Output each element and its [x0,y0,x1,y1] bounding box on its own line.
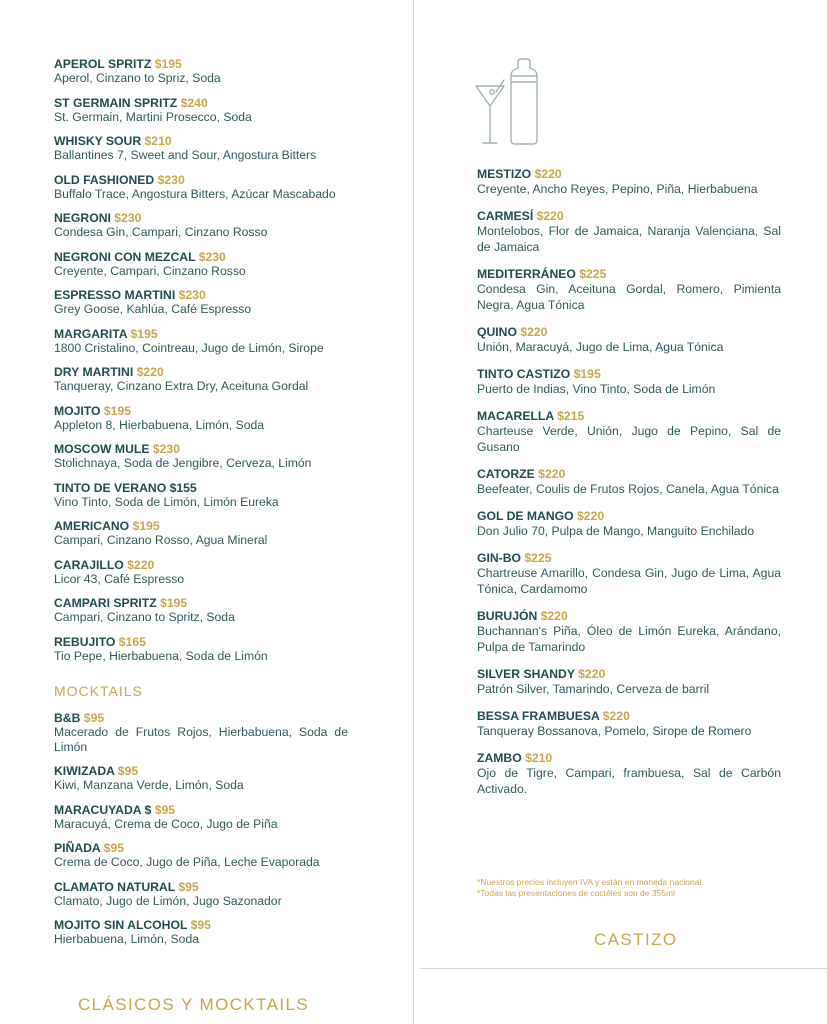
menu-item-price: $220 [520,325,548,339]
menu-item-name: GIN-BO [477,551,522,565]
menu-item [477,367,781,397]
menu-item-name: DRY MARTINI [54,365,134,379]
menu-item [54,327,348,356]
menu-item-name: PIÑADA [54,841,101,855]
menu-item [54,880,348,909]
menu-item-price: $230 [152,442,180,456]
menu-item-title [54,519,348,533]
menu-item-title [54,327,348,341]
menu-item-ingredients: Vino Tinto, Soda de Limón, Limón Eureka [54,494,279,509]
menu-item-price: $230 [114,211,142,225]
menu-item [477,509,781,539]
menu-item-ingredients: Unión, Maracuyá, Jugo de Lima, Agua Tónica [477,340,724,354]
menu-item-title [54,134,348,148]
menu-item [54,558,348,587]
mocktails-heading: MOCKTAILS [54,683,143,699]
menu-item-title [477,325,781,339]
menu-item-price: $95 [83,711,105,725]
menu-item [54,519,348,548]
note-volume: *Todas las presentaciones de coctéles son de 355ml [477,888,675,898]
menu-item-name: SILVER SHANDY [477,667,575,681]
menu-item-price: $220 [538,467,566,481]
menu-item-name: NEGRONI CON MEZCAL [54,249,196,264]
menu-item-ingredients: Stolichnaya, Soda de Jengibre, Cerveza, Limón [54,456,312,470]
menu-item-ingredients: Campari, Cinzano to Spritz, Soda [54,610,235,624]
menu-item-ingredients: Licor 43, Café Espresso [54,571,185,586]
menu-item [54,803,348,832]
menu-item-title [54,481,348,495]
menu-item-price: $95 [154,802,176,817]
menu-item [477,209,781,255]
menu-item-name: ESPRESSO MARTINI [54,288,176,302]
menu-item-ingredients: Buffalo Trace, Angostura Bitters, Azúcar Mascabado [54,186,336,201]
menu-item [477,667,781,697]
menu-item-ingredients: Don Julio 70, Pulpa de Mango, Manguito Enchilado [477,524,755,538]
menu-item-name: WHISKY SOUR [54,134,142,148]
menu-item-ingredients: Ballantines 7, Sweet and Sour, Angostura Bitters [54,148,317,162]
menu-item-title [54,558,348,572]
menu-item-ingredients: Ojo de Tigre, Campari, frambuesa, Sal de Carbón Activado. [477,766,781,796]
menu-item [54,711,348,754]
menu-item-name: TINTO CASTIZO [477,367,571,381]
menu-item-price: $195 [130,326,158,341]
page-divider-horizontal [420,968,827,969]
menu-item-name: MOJITO [54,403,101,418]
menu-item-price: $230 [198,249,226,264]
menu-item-name: QUINO [477,325,517,339]
menu-item-ingredients: St. Germain, Martini Prosecco, Soda [54,109,252,124]
menu-item-title [477,551,781,565]
menu-item-name: MARACUYADA $ [54,802,152,817]
menu-item-price: $225 [524,551,552,565]
menu-item-ingredients: Crema de Coco, Jugo de Piña, Leche Evaporada [54,855,320,869]
menu-item-ingredients: Maracuyá, Crema de Coco, Jugo de Piña [54,816,278,831]
menu-item-ingredients: Hierbabuena, Limón, Soda [54,932,199,946]
menu-item-price: $195 [160,596,188,610]
menu-item [54,442,348,471]
menu-item-title [54,841,348,855]
menu-item-ingredients: Patrón Silver, Tamarindo, Cerveza de barril [477,682,710,696]
menu-item-price: $220 [536,209,564,223]
menu-item [477,709,781,739]
menu-item [54,918,348,947]
menu-item-name: MESTIZO [477,167,532,181]
menu-item-title [477,167,781,181]
menu-item-price: $220 [578,667,606,681]
menu-item [477,609,781,655]
menu-item-title [54,711,348,725]
menu-item-price: $195 [132,519,160,533]
menu-item-name: TINTO DE VERANO $155 [54,480,197,495]
menu-item-name: REBUJITO [54,634,116,649]
menu-item-price: $95 [178,879,199,894]
menu-item [477,751,781,797]
menu-item-name: CARAJILLO [54,557,124,572]
menu-item [477,551,781,597]
left-column [54,57,348,957]
menu-item-price: $220 [577,509,605,523]
menu-item-price: $230 [157,172,185,187]
menu-item-title [54,173,348,187]
menu-item-title [54,288,348,302]
menu-item-name: CATORZE [477,467,535,481]
menu-item-ingredients: Tanqueray Bossanova, Pomelo, Sirope de Romero [477,724,752,738]
menu-item [477,467,781,497]
menu-item-price: $230 [178,288,206,302]
menu-item-ingredients: Grey Goose, Kahlúa, Café Espresso [54,302,252,316]
menu-item-name: CLAMATO NATURAL [54,879,175,894]
menu-item [477,409,781,455]
menu-item-ingredients: 1800 Cristalino, Cointreau, Jugo de Limón, Sirope [54,340,324,355]
page-divider-vertical [413,0,414,1024]
menu-item-name: ZAMBO [477,751,522,765]
menu-item [54,841,348,870]
menu-item-ingredients: Charteuse Verde, Unión, Jugo de Pepino, Sal de Gusano [477,424,781,454]
price-notes [477,877,777,899]
menu-item-ingredients: Creyente, Ancho Reyes, Pepino, Piña, Hierbabuena [477,182,758,196]
menu-item-ingredients: Macerado de Frutos Rojos, Hierbabuena, Soda de Limón [54,725,348,754]
menu-item-title [54,764,348,778]
menu-item-price: $220 [602,709,630,723]
menu-item-name: ST GERMAIN SPRITZ [54,95,178,110]
menu-item-name: CARMESÍ [477,209,534,223]
menu-item-ingredients: Creyente, Campari, Cinzano Rosso [54,263,246,278]
menu-item-name: MEDITERRÁNEO [477,267,576,281]
menu-item-title [54,918,348,932]
menu-item-title [54,803,348,817]
menu-item-name: CAMPARI SPRITZ [54,596,157,610]
footer-left-title: CLÁSICOS Y MOCKTAILS [78,995,310,1014]
menu-item-title [477,609,781,623]
menu-item [54,250,348,279]
menu-item [54,211,348,240]
menu-item [54,134,348,163]
menu-item-ingredients: Condesa Gin, Campari, Cinzano Rosso [54,225,268,239]
menu-item-price: $215 [557,409,585,423]
menu-item-name: BESSA FRAMBUESA [477,709,600,723]
menu-item-ingredients: Condesa Gin, Aceituna Gordal, Romero, Pimienta Negra, Agua Tónica [477,282,781,312]
menu-item-title [477,751,781,765]
menu-item-ingredients: Clamato, Jugo de Limón, Jugo Sazonador [54,893,282,908]
note-iva: *Nuestros precios incluyen IVA y están en moneda nacional. [477,877,704,887]
menu-item-name: MARGARITA [54,326,128,341]
menu-item-price: $225 [579,267,607,281]
menu-item-ingredients: Puerto de Indias, Vino Tinto, Soda de Limón [477,382,716,396]
menu-item-name: AMERICANO [54,519,130,533]
menu-item-price: $210 [144,134,172,148]
menu-item-price: $95 [190,918,211,932]
menu-item-ingredients: Buchannan's Piña, Óleo de Limón Eureka, Arándano, Pulpa de Tamarindo [477,624,781,654]
menu-item [54,96,348,125]
right-column [477,167,781,809]
menu-item-title [54,404,348,418]
menu-item-title [477,267,781,281]
menu-item-price: $220 [127,557,155,572]
menu-item-title [54,442,348,456]
menu-item-title [54,211,348,225]
menu-item-ingredients: Aperol, Cinzano to Spriz, Soda [54,71,221,85]
classics-list [54,57,348,663]
menu-item-title [477,667,781,681]
menu-item [54,635,348,664]
menu-item-name: OLD FASHIONED [54,172,155,187]
menu-item-title [54,365,348,379]
menu-item-title [54,596,348,610]
menu-item-name: GOL DE MANGO [477,509,574,523]
menu-item-price: $240 [180,95,208,110]
menu-item-title [54,635,348,649]
menu-item-ingredients: Chartreuse Amarillo, Condesa Gin, Jugo de Lima, Agua Tónica, Cardamomo [477,566,781,596]
menu-item-price: $220 [534,167,562,181]
menu-item-title [54,880,348,894]
menu-item-name: MACARELLA [477,409,554,423]
menu-item-price: $165 [118,634,146,649]
menu-item-price: $195 [573,367,601,381]
menu-item-ingredients: Beefeater, Coulis de Frutos Rojos, Canela, Agua Tónica [477,482,779,496]
menu-item-title [477,409,781,423]
menu-item-name: KIWIZADA [54,764,115,778]
cocktail-glass-and-shaker-icon [474,56,554,148]
menu-item [54,404,348,433]
menu-item-name: BURUJÓN [477,609,538,623]
menu-item-title [54,250,348,264]
menu-item-ingredients: Campari, Cinzano Rosso, Agua Mineral [54,533,268,547]
menu-item [54,57,348,86]
menu-item-title [477,209,781,223]
castizo-list [477,167,781,797]
menu-item-ingredients: Kiwi, Manzana Verde, Limón, Soda [54,778,244,792]
mocktails-list [54,711,348,947]
menu-item-title [477,709,781,723]
menu-item [477,325,781,355]
menu-item [477,167,781,197]
menu-item [54,365,348,394]
menu-item-name: APEROL SPRITZ [54,57,152,71]
menu-item-title [477,367,781,381]
menu-item [54,481,348,510]
menu-item [477,267,781,313]
menu-item-price: $210 [525,751,553,765]
menu-item-ingredients: Montelobos, Flor de Jamaica, Naranja Valenciana, Sal de Jamaica [477,224,781,254]
menu-item-price: $95 [117,764,139,778]
menu-item-price: $220 [136,365,164,379]
menu-item [54,288,348,317]
menu-item-ingredients: Tio Pepe, Hierbabuena, Soda de Limón [54,648,268,663]
menu-item-ingredients: Appleton 8, Hierbabuena, Limón, Soda [54,417,265,432]
menu-item-name: MOSCOW MULE [54,442,150,456]
menu-item-name: NEGRONI [54,211,111,225]
menu-item-price: $220 [540,609,568,623]
menu-item [54,596,348,625]
menu-item-ingredients: Tanqueray, Cinzano Extra Dry, Aceituna Gordal [54,379,309,393]
menu-item-price: $195 [103,403,132,418]
menu-item-title [477,467,781,481]
menu-item-title [54,57,348,71]
menu-item-price: $195 [154,57,182,71]
menu-item-name: B&B [54,711,81,725]
menu-item [54,764,348,793]
menu-item [54,173,348,202]
menu-item-title [477,509,781,523]
menu-item-price: $95 [103,841,125,855]
menu-item-name: MOJITO SIN ALCOHOL [54,918,188,932]
footer-right-title: CASTIZO [594,930,678,949]
menu-item-title [54,96,348,110]
